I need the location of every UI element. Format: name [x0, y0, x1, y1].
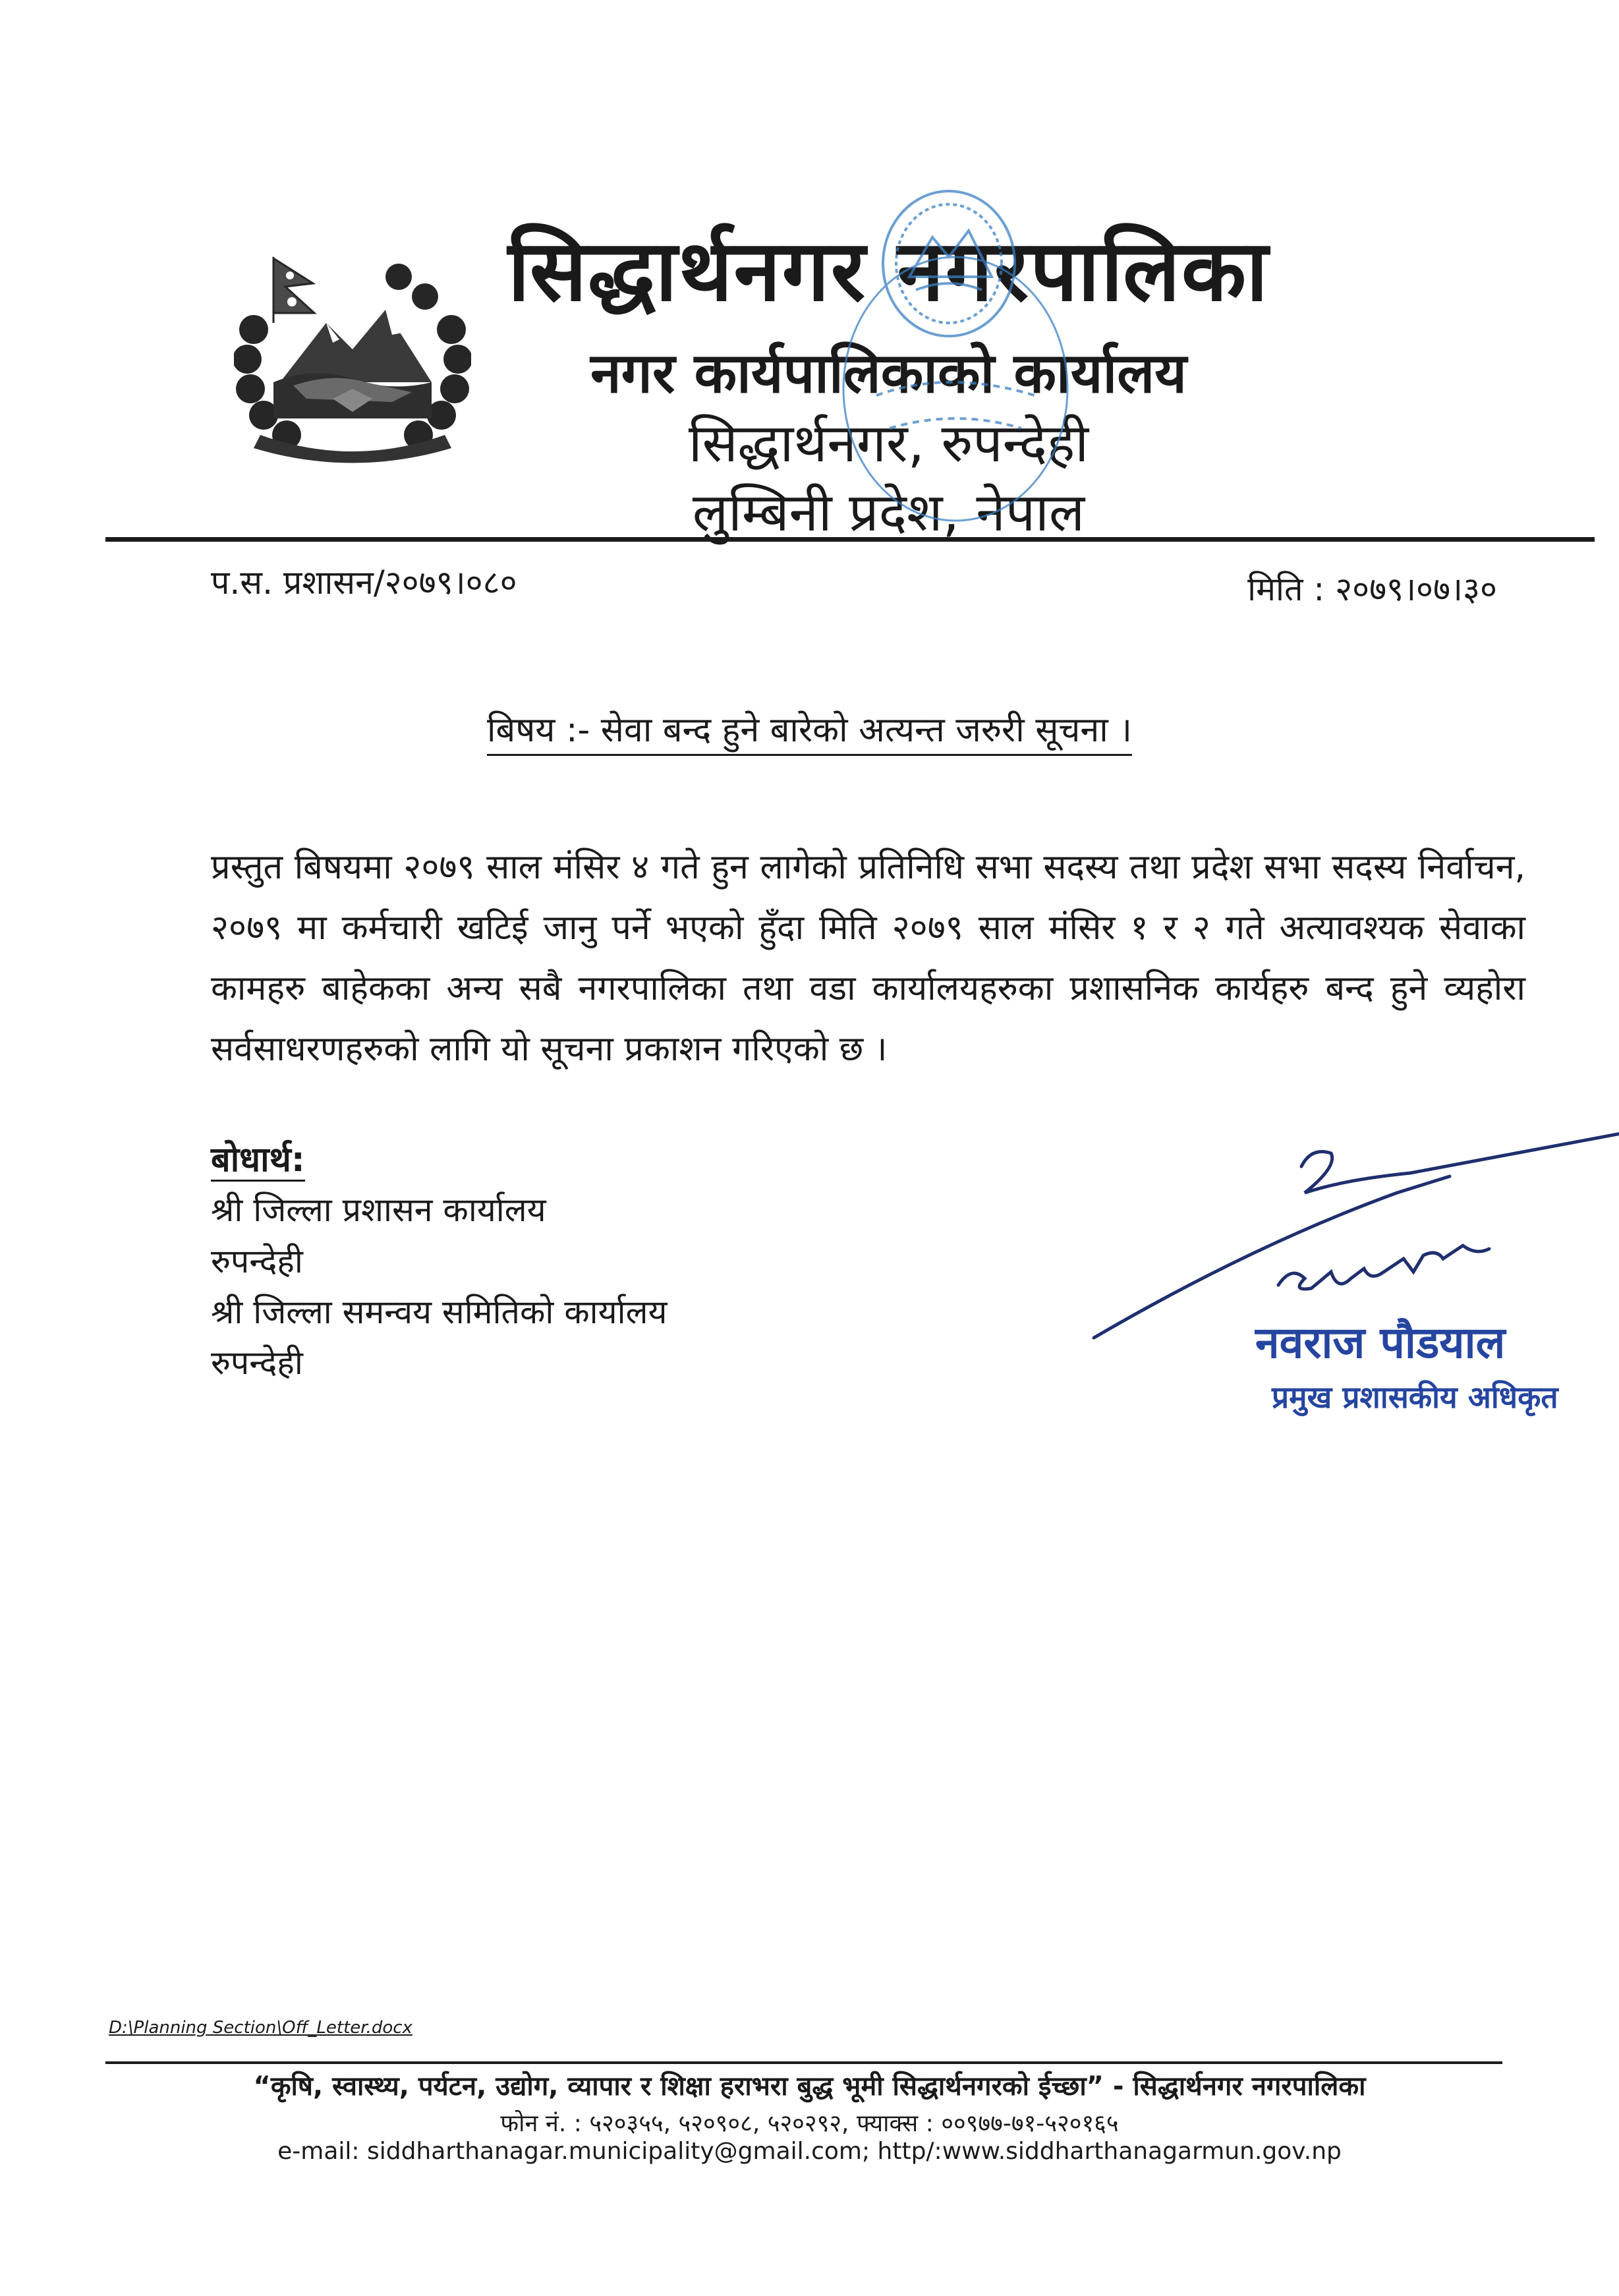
copy-to-line: श्री जिल्ला समन्वय समितिको कार्यालय — [211, 1293, 667, 1331]
subject-line — [0, 705, 1619, 752]
signatory-title: प्रमुख प्रशासकीय अधिकृत — [1272, 1379, 1558, 1415]
copy-to-label-text: बोधार्थ: — [211, 1140, 305, 1182]
office-name: नगर कार्यपालिकाको कार्यालय — [590, 341, 1187, 405]
subject-text: बिषय :- सेवा बन्द हुने बारेको अत्यन्त जरुरी सूचना । — [487, 710, 1132, 756]
copy-to-line: श्री जिल्ला प्रशासन कार्यालय — [211, 1191, 546, 1229]
footer-contact: फोन नं. : ५२०३५५, ५२०९०८, ५२०२९२, फ्याक्स : ००९७७-७१-५२०१६५ — [500, 2110, 1119, 2137]
copy-to-line: रुपन्देही — [211, 1344, 303, 1382]
footer-divider — [105, 2061, 1502, 2064]
file-path: D:\Planning Section\Off_Letter.docx — [109, 2018, 412, 2038]
office-province: लुम्बिनी प्रदेश, नेपाल — [692, 482, 1085, 543]
header-divider — [105, 537, 1595, 542]
reference-number: प.स. प्रशासन/२०७९।०८० — [211, 563, 517, 602]
letter-date: मिति : २०७९।०७।३० — [1247, 570, 1497, 608]
organization-title: सिद्धार्थनगर नगरपालिका — [507, 222, 1270, 320]
office-seal-stamp-icon — [817, 178, 1107, 534]
footer-slogan: “कृषि, स्वास्थ्य, पर्यटन, उद्योग, व्यापार र शिक्षा हराभरा बुद्ध भूमी सिद्धार्थनगरको ईच्छा” - सिद्धार्थनगर नगरपालिका — [253, 2071, 1366, 2102]
copy-to-line: रुपन्देही — [211, 1242, 303, 1280]
copy-to-label — [211, 1135, 305, 1182]
body-paragraph: प्रस्तुत बिषयमा २०७९ साल मंसिर ४ गते हुन लागेको प्रतिनिधि सभा सदस्य तथा प्रदेश सभा सदस्य निर्वाचन, २०७९ मा कर्मचारी खटिई जानु पर्ने भएको हुँदा मिति २०७९ साल मंसिर १ र २ गते अत्यावश्यक सेवाका कामहरु बाहेकका अन्य सबै नगरपालिका तथा वडा कार्यालयहरुका प्रशासनिक कार्यहरु बन्द हुने व्यहोरा सर्वसाधरणहरुको लागि यो सूचना प्रकाशन गरिएको छ । — [211, 847, 1525, 1069]
office-location: सिद्धार्थनगर, रुपन्देही — [688, 413, 1089, 474]
signatory-name: नवराज पौडयाल — [1255, 1317, 1506, 1368]
footer-web: e-mail: siddharthanagar.municipality@gmail.com; http/:www.siddharthanagarmun.gov.np — [277, 2138, 1342, 2165]
